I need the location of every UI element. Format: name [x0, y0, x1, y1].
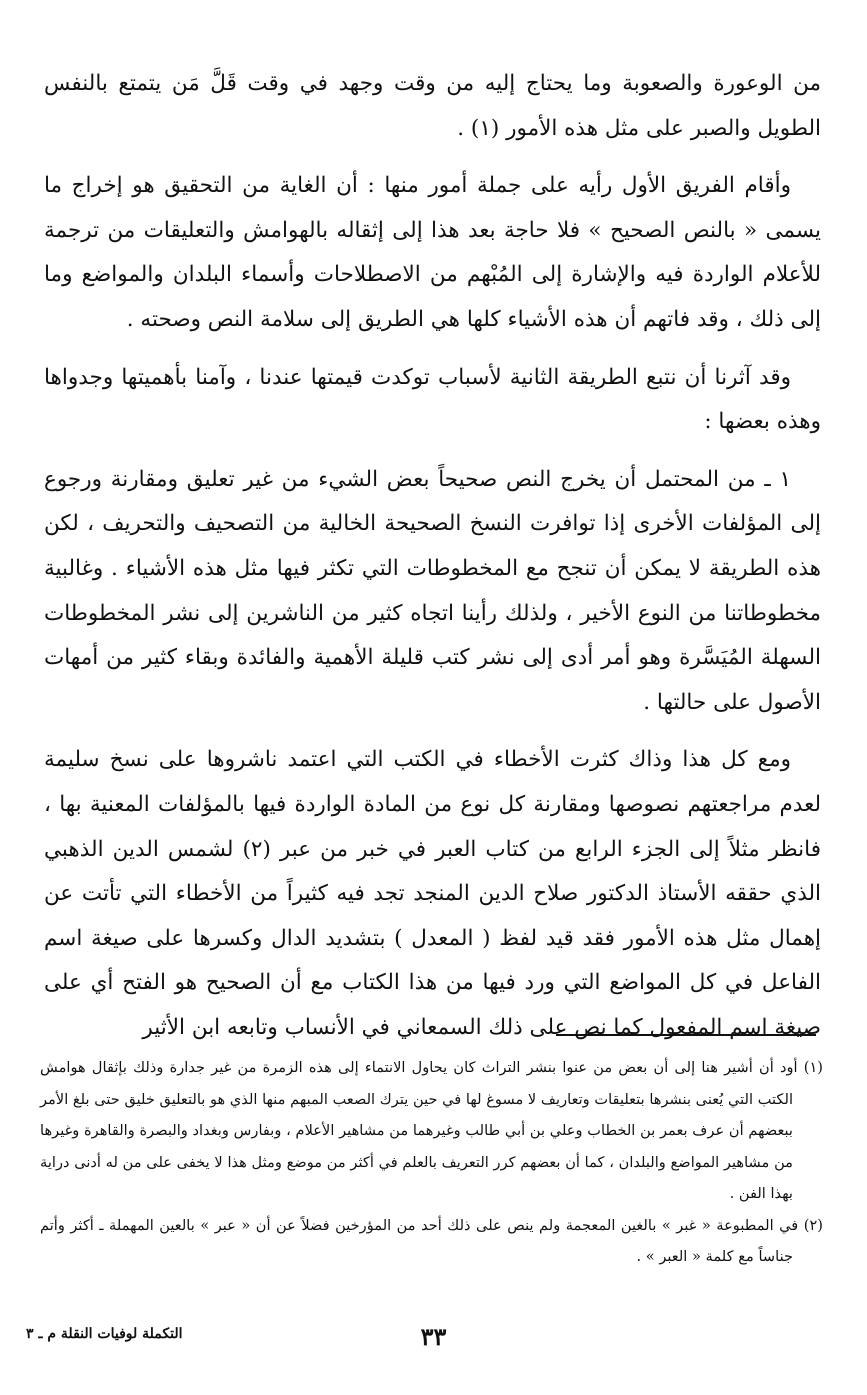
- footnote-1: (١) أود أن أشير هنا إلى أن بعض من عنوا بنشر التراث كان يحاول الانتماء إلى هذه الزمرة من غير جدارة وذلك بإثقال هوامش الكتب التي يُعنى بنشرها بتعليقات وتعاريف لا مسوغ لها في حين يترك الصعب المبهم منها الذي هو بالتعليق خليق حتى بلغ الأمر ببعضهم أن عرف بعمر بن الخطاب وعلي بن أبي طالب وغيرهما من مشاهير الأعلام ، وبفارس وبغداد والبصرة والقاهرة وغيرها من مشاهير المواضع والبلدان ، كما أن بعضهم كرر التعريف بالعلم في أكثر من موضع ومثل هذا لا يخفى على من له أدنى دراية بهذا الفن .: [40, 1059, 823, 1202]
- paragraph-1: من الوعورة والصعوبة وما يحتاج إليه من وقت وجهد في وقت قَلَّ مَن يتمتع بالنفس الطويل والصبر على مثل هذه الأمور (١) .: [44, 71, 821, 141]
- main-text: [44, 62, 821, 1063]
- page-number: ٣٣: [420, 1322, 447, 1351]
- footnote-separator: [556, 1034, 816, 1036]
- page-footer: [0, 1318, 867, 1358]
- paragraph-4: ١ ـ من المحتمل أن يخرج النص صحيحاً بعض الشيء من غير تعليق ومقارنة ورجوع إلى المؤلفات الأخرى إذا توافرت النسخ الصحيحة الخالية من التصحيف والتحريف ، لكن هذه الطريقة لا يمكن أن تنجح مع المخطوطات التي تكثر فيها مثل هذه الأشياء . وغالبية مخطوطاتنا من النوع الأخير ، ولذلك رأينا اتجاه كثير من الناشرين إلى نشر المخطوطات السهلة المُيَسَّرة وهو أمر أدى إلى نشر كتب قليلة الأهمية والفائدة وبقاء كثير من أمهات الأصول على حالتها .: [44, 466, 821, 715]
- paragraph-2: وأقام الفريق الأول رأيه على جملة أمور منها : أن الغاية من التحقيق هو إخراج ما يسمى « بالنص الصحيح » فلا حاجة بعد هذا إلى إثقاله بالهوامش والتعليقات من ترجمة للأعلام الواردة فيه والإشارة إلى المُبْهم من الاصطلاحات وأسماء البلدان والمواضع وما إلى ذلك ، وقد فاتهم أن هذه الأشياء كلها هي الطريق إلى سلامة النص وصحته .: [44, 173, 821, 332]
- footnote-2: (٢) في المطبوعة « غبر » بالغين المعجمة ولم ينص على ذلك أحد من المؤرخين فضلاً عن أن « عبر » بالعين المهملة ـ أكثر وأتم جناساً مع كلمة « العبر » .: [40, 1216, 823, 1265]
- signature-mark: التكملة لوفيات النقلة م ـ ٣: [26, 1326, 183, 1342]
- footnotes: [40, 1052, 823, 1273]
- paragraph-3: وقد آثرنا أن نتبع الطريقة الثانية لأسباب توكدت قيمتها عندنا ، وآمنا بأهميتها وجدواها وهذه بعضها :: [44, 364, 821, 435]
- paragraph-5: ومع كل هذا وذاك كثرت الأخطاء في الكتب التي اعتمد ناشروها على نسخ سليمة لعدم مراجعتهم نصوصها ومقارنة كل نوع من المادة الواردة فيها بالمؤلفات المعنية بها ، فانظر مثلاً إلى الجزء الرابع من كتاب العبر في خبر من عبر (٢) لشمس الدين الذهبي الذي حققه الأستاذ الدكتور صلاح الدين المنجد تجد فيه كثيراً من الأخطاء التي تأتت عن إهمال مثل هذه الأمور فقد قيد لفظ ( المعدل ) بتشديد الدال وكسرها على صيغة اسم الفاعل في كل المواضع التي ورد فيها من هذا الكتاب مع أن الصحيح هو الفتح أي على صيغة اسم المفعول كما نص على ذلك السمعاني في الأنساب وتابعه ابن الأثير: [44, 747, 822, 1040]
